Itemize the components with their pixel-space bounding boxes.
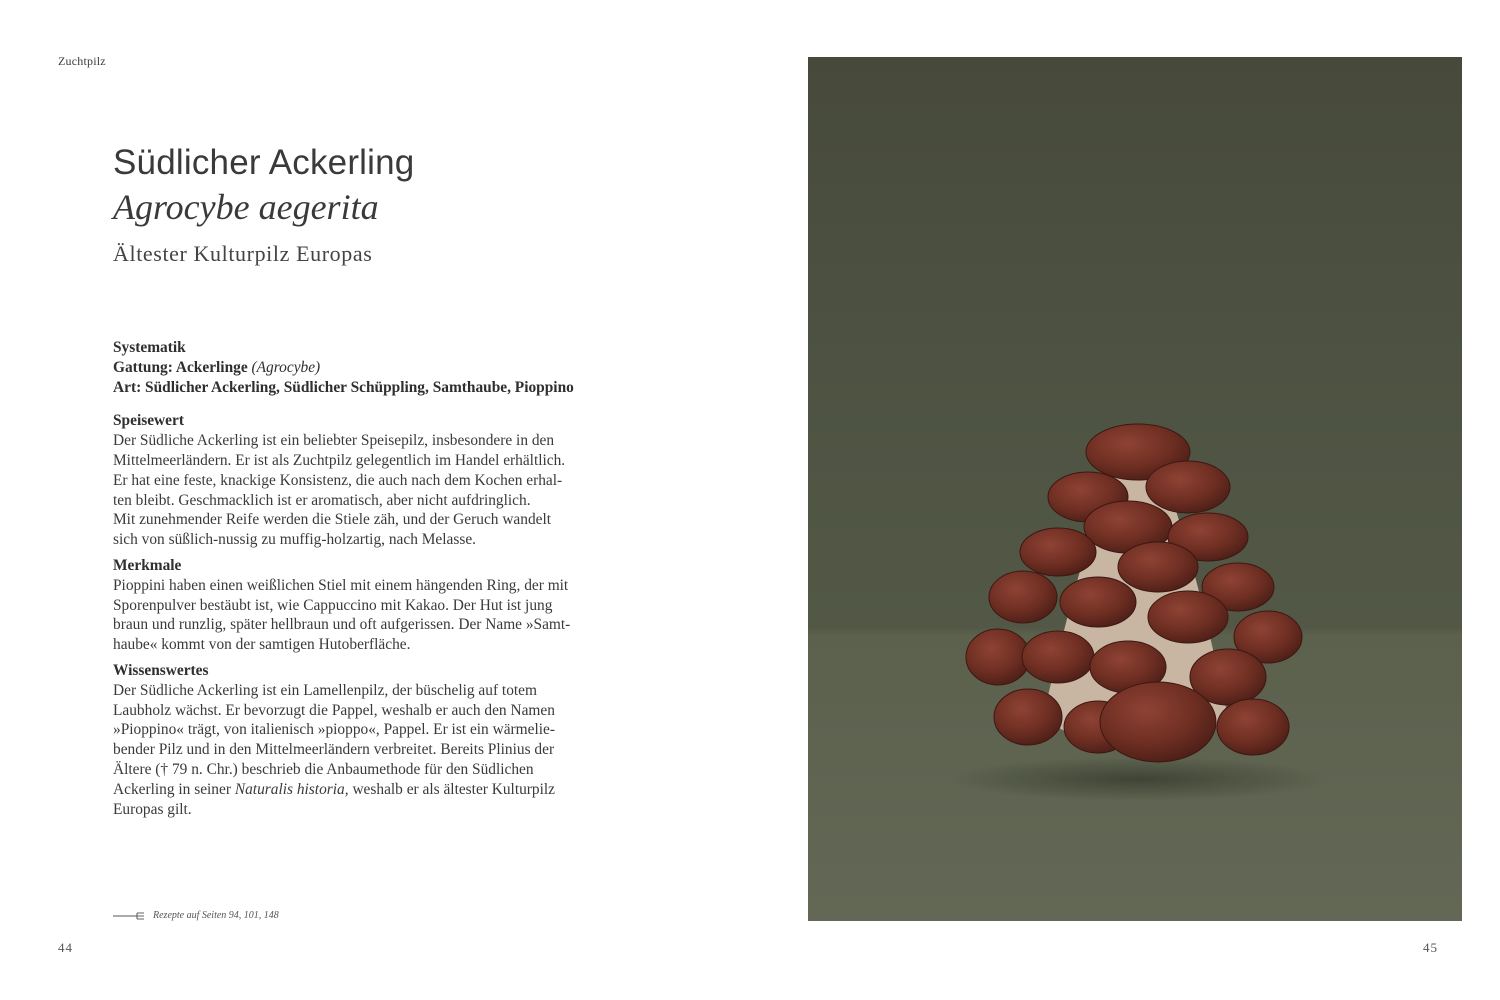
- text-line: Er hat eine feste, knackige Konsistenz, die auch nach dem Kochen erhal-: [113, 471, 563, 489]
- art-line: Art: Südlicher Ackerling, Südlicher Schüppling, Samthaube, Pioppino: [113, 378, 574, 396]
- text-line: braun und runzlig, später hellbraun und oft aufgerissen. Der Name »Samt-: [113, 616, 571, 634]
- wissenswertes-section: [113, 661, 673, 819]
- text-line: Pioppini haben einen weißlichen Stiel mit einem hängenden Ring, der mit: [113, 576, 569, 594]
- wissenswertes-heading: Wissenswertes: [113, 661, 209, 679]
- page-number-right: 45: [1423, 940, 1438, 955]
- page-title: Südlicher Ackerling: [113, 143, 415, 182]
- text-line: [113, 780, 673, 800]
- text-fragment: Ackerling in seiner: [113, 780, 231, 798]
- text-line: Sporenpulver bestäubt ist, wie Cappuccino mit Kakao. Der Hut ist jung: [113, 596, 553, 614]
- text-line: Der Südliche Ackerling ist ein beliebter Speisepilz, insbesondere in den: [113, 432, 555, 450]
- recipe-text: Rezepte auf Seiten 94, 101, 148: [153, 910, 279, 921]
- gattung-latin: (Agrocybe): [251, 358, 321, 376]
- recipe-reference: [113, 910, 279, 921]
- fork-icon: [113, 912, 145, 920]
- text-line: Der Südliche Ackerling ist ein Lamellenpilz, der büschelig auf totem: [113, 681, 537, 699]
- text-line: Ältere († 79 n. Chr.) beschrieb die Anbaumethode für den Südlichen: [113, 760, 534, 778]
- body-text: [113, 338, 673, 825]
- text-line: bender Pilz und in den Mittelmeerländern verbreitet. Bereits Plinius der: [113, 741, 555, 759]
- text-line: ten bleibt. Geschmacklich ist er aromatisch, aber nicht aufdringlich.: [113, 491, 531, 509]
- book-title: Naturalis historia,: [234, 780, 349, 798]
- speisewert-heading: Speisewert: [113, 412, 184, 430]
- text-fragment: weshalb er als ältester Kulturpilz: [352, 780, 556, 798]
- latin-name: Agrocybe aegerita: [113, 187, 379, 227]
- text-line: Mittelmeerländern. Er ist als Zuchtpilz gelegentlich im Handel erhältlich.: [113, 451, 566, 469]
- subtitle: Ältester Kulturpilz Europas: [113, 241, 373, 266]
- text-line: Mit zunehmender Reife werden die Stiele zäh, und der Geruch wandelt: [113, 511, 552, 529]
- mushroom-cluster-illustration: [808, 57, 1462, 921]
- merkmale-section: [113, 556, 673, 655]
- systematik-heading: Systematik: [113, 339, 186, 356]
- mushroom-photo: [808, 57, 1462, 921]
- merkmale-heading: Merkmale: [113, 556, 182, 574]
- page-number-left: 44: [58, 940, 73, 955]
- speisewert-section: [113, 411, 673, 550]
- gattung-label: Gattung: Ackerlinge: [113, 358, 248, 376]
- text-line: Laubholz wächst. Er bevorzugt die Pappel, weshalb er auch den Namen: [113, 701, 555, 719]
- text-line: Europas gilt.: [113, 800, 192, 818]
- running-head: Zuchtpilz: [58, 54, 106, 68]
- systematik-section: [113, 338, 673, 397]
- text-line: haube« kommt von der samtigen Hutoberfläche.: [113, 636, 411, 654]
- gattung-line: [113, 358, 673, 378]
- text-line: »Pioppino« trägt, von italienisch »pioppo«, Pappel. Er ist ein wärmelie-: [113, 721, 555, 739]
- text-line: sich von süßlich-nussig zu muffig-holzartig, nach Melasse.: [113, 531, 477, 549]
